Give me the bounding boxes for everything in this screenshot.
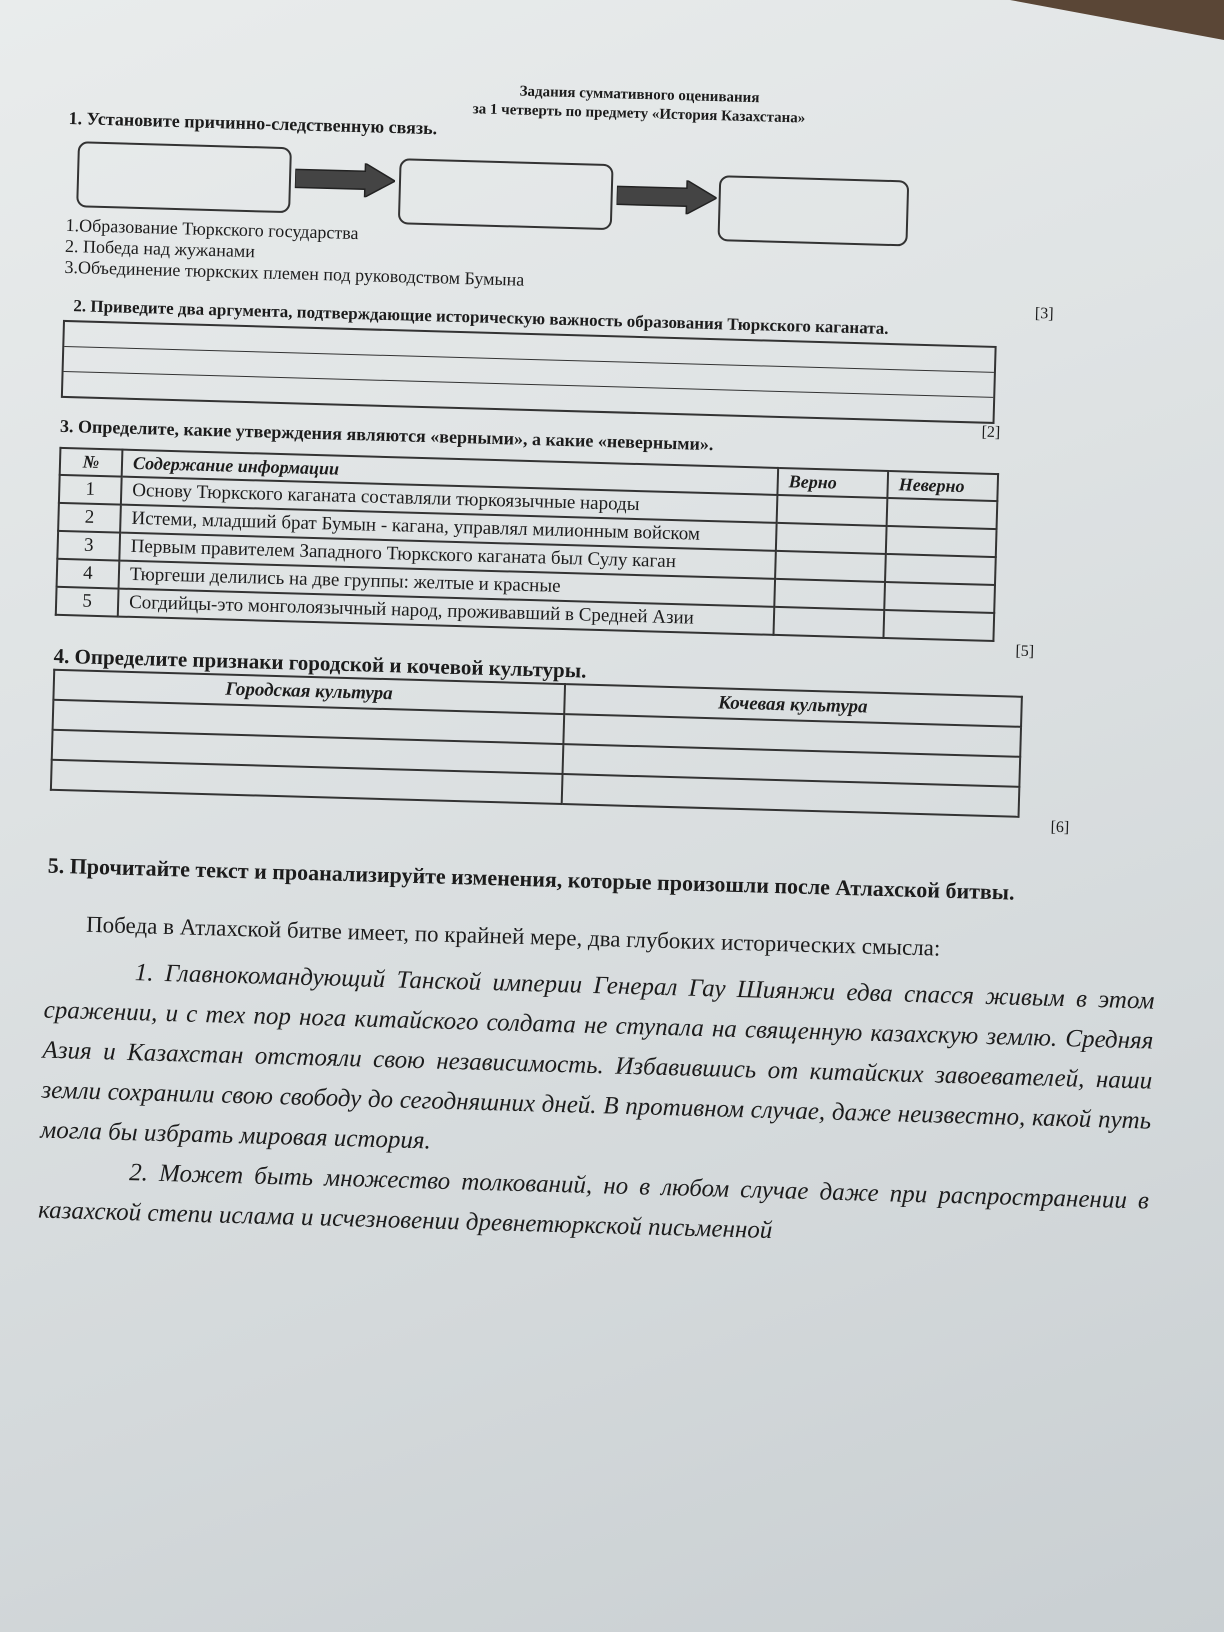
row-num: 3 [57, 531, 120, 561]
paragraph-1: 1. Главнокомандующий Танской империи Генерал Гау Шиянжи едва спасся живым в этом сражении, и с тех пор нога китайского солдата не ступала на священную казахскую землю. Средняя Азия и Казахстан отстояли свою независимость. Избавившись от китайских завоевателей, наши земли сохранили свою свободу до сегодняшних дней. В противном случае, даже неизвестно, какой путь могла бы избрать мировая история. [40, 959, 1155, 1155]
option-3: 3.Объединение тюркских племен под руководством Бумына [64, 256, 525, 290]
col-true: Верно [777, 468, 888, 498]
task3-score: [5] [1015, 642, 1035, 661]
row-text: Согдийцы-это монголоязычный народ, проживавший в Средней Азии [118, 589, 775, 635]
task2-title: 2. Приведите два аргумента, подтверждающие историческую важность образования Тюркского каганата. [73, 296, 889, 338]
true-cell[interactable] [775, 551, 886, 582]
header-line-2: за 1 четверть по предмету «История Казахстана» [472, 101, 806, 127]
false-cell[interactable] [884, 582, 995, 613]
task1-score: [3] [1034, 305, 1054, 323]
option-1: 1.Образование Тюркского государства [65, 214, 359, 244]
col-urban: Городская культура [53, 670, 564, 714]
task2-score: [2] [981, 423, 1001, 442]
task4-title: 4. Определите признаки городской и кочевой культуры. [53, 643, 587, 683]
col-num: № [60, 448, 123, 477]
true-cell[interactable] [774, 607, 885, 638]
row-text: Первым правителем Западного Тюркского каганата был Сулу каган [119, 533, 776, 579]
answer-box-2[interactable] [398, 158, 614, 230]
col-nomadic: Кочевая культура [564, 684, 1022, 727]
row-num: 4 [57, 559, 120, 589]
option-2: 2. Победа над жужанами [64, 235, 256, 262]
task4-score: [6] [1050, 818, 1070, 837]
true-cell[interactable] [776, 523, 887, 554]
false-cell[interactable] [886, 526, 997, 557]
task3-title: 3. Определите, какие утверждения являются «верными», а какие «неверными». [59, 415, 714, 455]
task5-title: 5. Прочитайте текст и проанализируйте изменения, которые произошли после Атлахской битвы. [47, 852, 1015, 905]
row-num: 2 [58, 503, 121, 533]
worksheet [38, 70, 1170, 1261]
task5-subtitle: Победа в Атлахской битве имеет, по крайней мере, два глубоких исторических смысла: [85, 911, 941, 961]
answer-box-3[interactable] [717, 175, 909, 246]
header-line-1: Задания суммативного оценивания [519, 83, 760, 107]
false-cell[interactable] [885, 554, 996, 585]
task5-text [38, 951, 1155, 1262]
true-cell[interactable] [774, 579, 885, 610]
col-false: Неверно [887, 471, 998, 501]
task1-title: 1. Установите причинно-следственную связь. [68, 107, 438, 139]
answer-box-1[interactable] [76, 141, 292, 213]
false-cell[interactable] [883, 610, 994, 641]
row-num: 1 [59, 475, 122, 505]
row-text: Тюргеши делились на две группы: желтые и красные [119, 561, 776, 607]
false-cell[interactable] [887, 498, 998, 529]
row-num: 5 [56, 587, 119, 617]
row-text: Основу Тюркского каганата составляли тюркоязычные народы [121, 477, 778, 523]
arrow-right-icon [616, 178, 717, 215]
true-cell[interactable] [777, 495, 888, 526]
paragraph-2: 2. Может быть множество толкований, но в любом случае даже при распространении в казахской степи ислама и исчезновении древнетюркской письменной [37, 1159, 1150, 1245]
true-false-table [55, 447, 999, 642]
arrow-right-icon [295, 161, 396, 198]
col-content: Содержание информации [122, 450, 778, 495]
row-text: Истеми, младший брат Бумын - кагана, управлял милионным войском [120, 505, 777, 551]
